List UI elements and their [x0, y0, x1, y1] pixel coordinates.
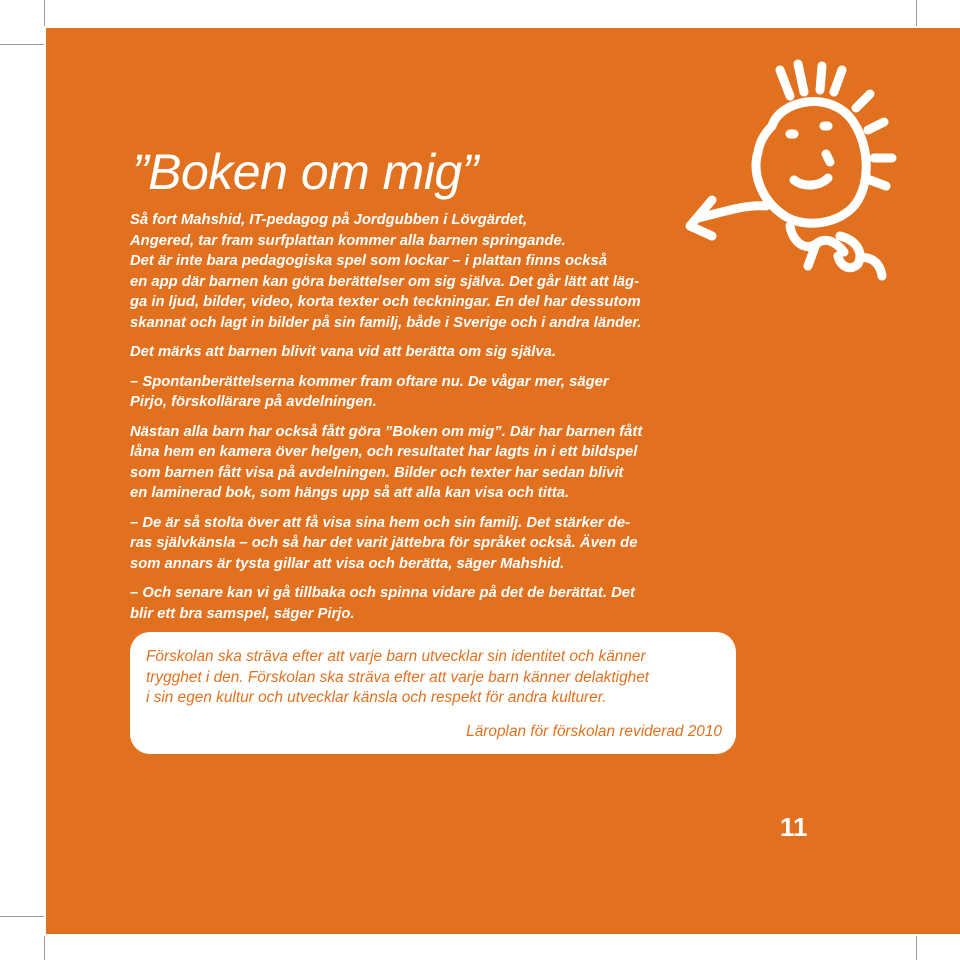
crop-mark [44, 936, 45, 960]
crop-mark [0, 44, 44, 45]
paragraph: – Spontanberättelserna kommer fram oftare nu. De vågar mer, säger Pirjo, förskollärare på avdelningen. [130, 373, 609, 410]
crop-mark [0, 916, 44, 917]
page-number: 11 [780, 812, 808, 842]
crop-mark [44, 0, 45, 26]
article-body [130, 210, 750, 633]
page-title: ”Boken om mig” [132, 144, 478, 200]
paragraph: Så fort Mahshid, IT-pedagog på Jordgubben i Lövgärdet, Angered, tar fram surfplattan kommer alla barnen springande. Det är inte bara pedagogiska spel som lockar – i plattan finns också en app där barnen kan göra berättelser om sig själva. Det går lätt att läg- ga in ljud, bilder, video, korta texter och teckningar. En del har dessutom skannat och lagt in bilder på sin familj, både i Sverige och i andra länder. [130, 212, 642, 331]
crop-mark [916, 936, 917, 960]
quote-source: Läroplan för förskolan reviderad 2010 [466, 723, 722, 740]
paragraph: Nästan alla barn har också fått göra ”Boken om mig”. Där har barnen fått låna hem en kamera över helgen, och resultatet har lagts in i ett bildspel som barnen fått visa på avdelningen. Bilder och texter har sedan blivit en laminerad bok, som hängs upp så att alla kan visa och titta. [130, 423, 643, 501]
quote-text: Förskolan ska sträva efter att varje barn utvecklar sin identitet och känner trygghet i den. Förskolan ska sträva efter att varje barn känner delaktighet i sin egen kultur och utvecklar känsla och respekt för andra kulturer. [146, 648, 650, 706]
crop-mark [916, 0, 917, 26]
paragraph: – Och senare kan vi gå tillbaka och spinna vidare på det de berättat. Det blir ett bra samspel, säger Pirjo. [130, 585, 635, 622]
paragraph: – De är så stolta över att få visa sina hem och sin familj. Det stärker de- ras självkänsla – och så har det varit jättebra för språket också. Även de som annars är tysta gillar att visa och berätta, säger Mahshid. [130, 514, 638, 572]
curriculum-quote-box [130, 632, 736, 754]
paragraph: Det märks att barnen blivit vana vid att berätta om sig själva. [130, 344, 556, 360]
